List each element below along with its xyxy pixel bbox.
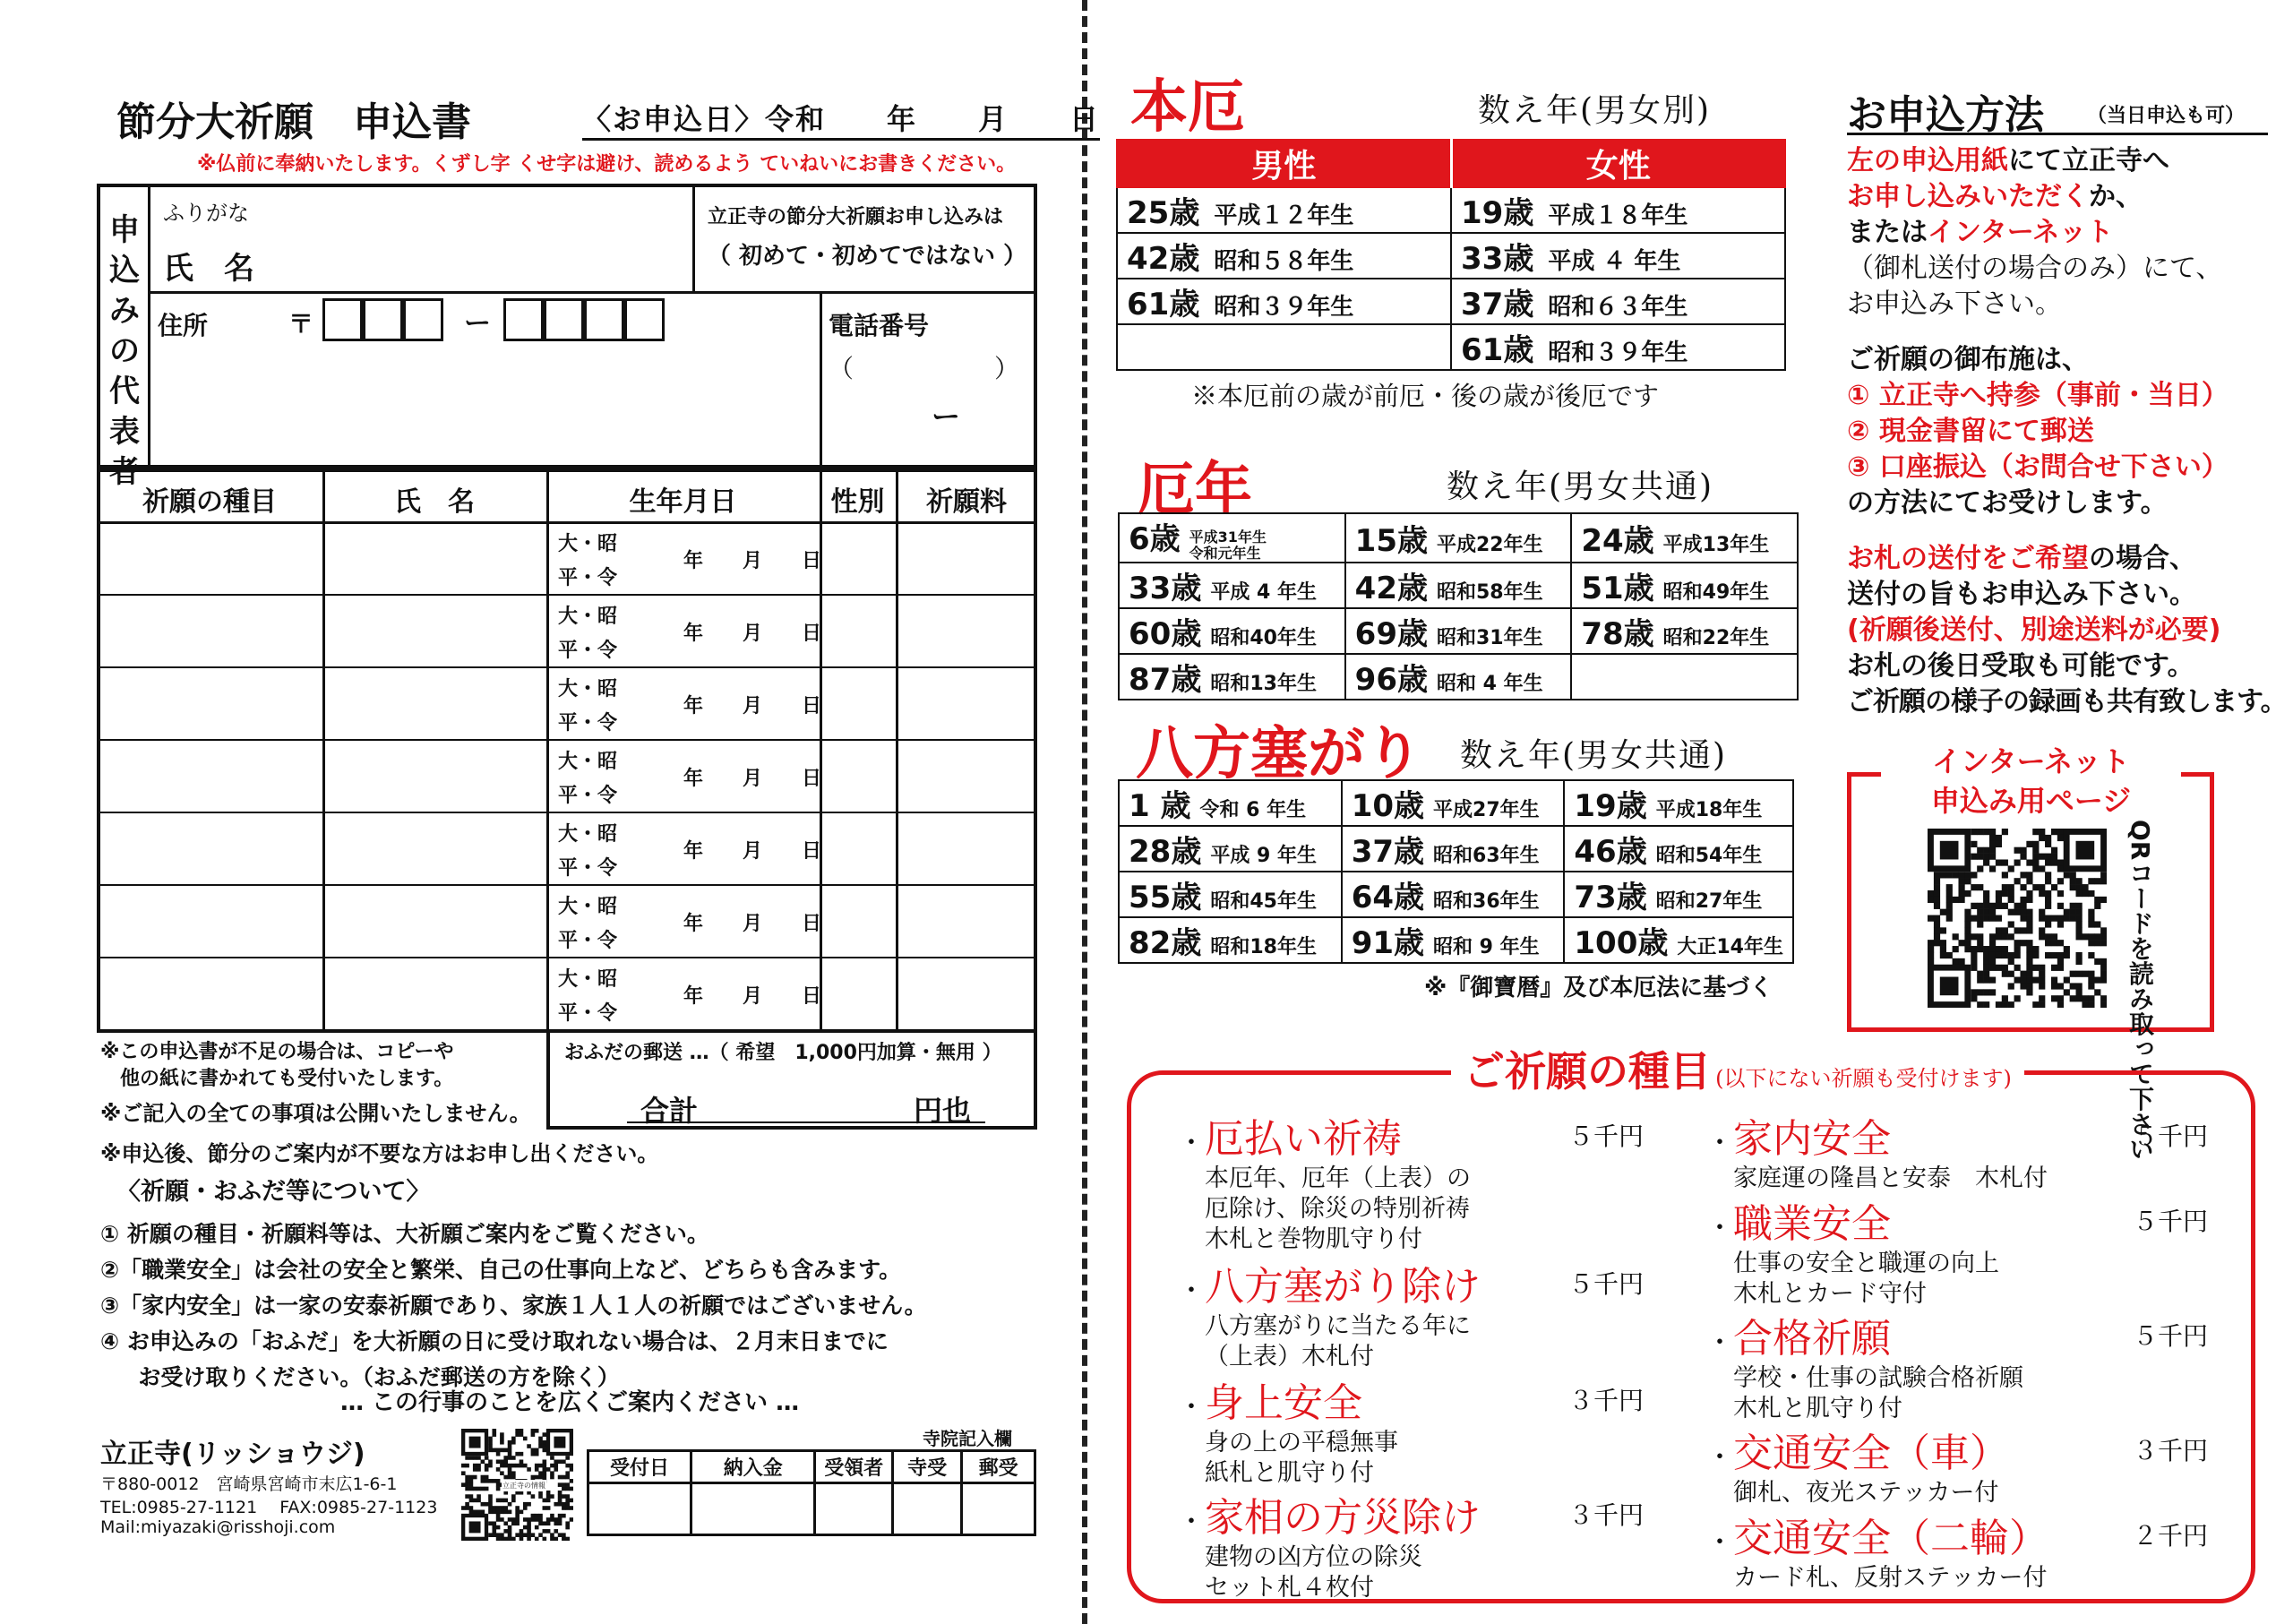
gender-field[interactable] (820, 884, 896, 957)
fee-field[interactable] (896, 957, 1037, 1029)
birth-year: 昭和 9 年生 (1433, 936, 1540, 958)
birth-era-bottom: 平・令 (558, 857, 618, 880)
applicant-name-field[interactable] (322, 521, 546, 594)
prayer-description: 厄除け、除災の特別祈祷 (1205, 1195, 1470, 1223)
birth-era-top: 大・昭 (558, 751, 618, 773)
birth-year: 昭和27年生 (1655, 890, 1763, 913)
header-birthdate: 生年月日 (629, 486, 737, 518)
temple-address: 〒880-0012 宮崎県宮崎市末広1-6-1 (100, 1474, 398, 1494)
address-label: 住所 (158, 311, 209, 340)
total-label: 合計 (640, 1094, 699, 1128)
total-unit: 円也 (914, 1094, 972, 1128)
prayer-type-field[interactable] (97, 884, 322, 957)
birth-era-top: 大・昭 (558, 968, 618, 991)
age-value: 42歳 (1127, 241, 1200, 277)
qr-caption: 立正寺の情報 (502, 1482, 545, 1490)
rep-name-field[interactable] (269, 224, 681, 278)
zip-digit-7[interactable] (624, 298, 665, 341)
prayer-description: 家庭運の隆昌と安泰 木札付 (1733, 1164, 2048, 1192)
age-value: 91歳 (1351, 925, 1425, 961)
ofuda-mail-option[interactable]: おふだの郵送 …（ 希望 1,000円加算・無用 ） (564, 1042, 1002, 1064)
fee-field[interactable] (896, 521, 1037, 594)
prayer-type-field[interactable] (97, 739, 322, 812)
about-item: ④ お申込みの「おふだ」を大祈願の日に受け取れない場合は、２月末日までに (100, 1328, 889, 1354)
birth-year: 昭和49年生 (1662, 580, 1770, 604)
prayer-item: ・厄払い祈祷 ５千円 本厄年、厄年（上表）の 厄除け、除災の特別祈祷 木札と巻物肌守り付 (1178, 1116, 1644, 1253)
form-title: 節分大祈願 申込書 (116, 99, 471, 145)
prayer-price: ５千円 (2132, 1321, 2208, 1351)
age-value: 1 歳 (1129, 788, 1191, 824)
prayer-price: ５千円 (1567, 1269, 1644, 1299)
prayer-name: 厄払い祈祷 (1205, 1116, 1402, 1162)
age-value: 15歳 (1354, 522, 1428, 559)
birth-year: 昭和36年生 (1433, 890, 1540, 913)
prayer-item: ・家内安全 ５千円 家庭運の隆昌と安泰 木札付 (1706, 1116, 2208, 1192)
prayer-price: ５千円 (2132, 1207, 2208, 1236)
prayer-type-field[interactable] (97, 594, 322, 666)
prayer-name: 交通安全（二輪） (1733, 1516, 2048, 1561)
birth-ymd[interactable]: 年 月 日 (683, 985, 822, 1008)
privacy-note: ※ご記入の全ての事項は公開いたしません。 (100, 1101, 531, 1126)
applicant-name-field[interactable] (322, 594, 546, 666)
prayer-types-title: ご祈願の種目 (1464, 1047, 1711, 1096)
zip-mark: 〒 (288, 309, 314, 339)
birth-year: 平成22年生 (1436, 533, 1543, 556)
happo-note: ※『御寶暦』及び本厄法に基づく (1424, 975, 1773, 1001)
prayer-name: 家内安全 (1733, 1116, 1891, 1162)
temple-name: 立正寺(リッショウジ) (100, 1439, 365, 1470)
age-value: 61歳 (1461, 332, 1534, 368)
honyaku-row (1117, 324, 1785, 370)
honyaku-note: ※本厄前の歳が前厄・後の歳が後厄です (1191, 381, 1660, 411)
birth-year: 平成 4 年生 (1210, 580, 1317, 604)
phone-paren-open: （ (829, 354, 855, 383)
applicant-row (97, 812, 1037, 884)
birth-year: 大正14年生 (1677, 936, 1783, 958)
birth-era-top: 大・昭 (558, 678, 618, 700)
prayer-type-field[interactable] (97, 812, 322, 884)
prayer-item: ・職業安全 ５千円 仕事の安全と職運の向上 木札とカード守付 (1706, 1201, 2208, 1308)
applicant-name-field[interactable] (322, 666, 546, 739)
fold-divider (1082, 0, 1087, 1624)
prayer-price: ３千円 (1567, 1386, 1644, 1415)
gender-field[interactable] (820, 666, 896, 739)
age-value: 82歳 (1129, 925, 1202, 961)
age-value: 78歳 (1581, 615, 1654, 652)
yakudoshi-row (1119, 654, 1798, 700)
prayer-name: 家相の方災除け (1205, 1495, 1481, 1541)
applicant-row (97, 594, 1037, 666)
applicant-name-field[interactable] (322, 812, 546, 884)
internet-apply-qr-code[interactable] (1928, 829, 2107, 1008)
birth-year: 昭和54年生 (1655, 845, 1763, 867)
age-value: 69歳 (1354, 615, 1428, 652)
zip-digit-2[interactable] (363, 298, 403, 341)
age-value: 10歳 (1351, 788, 1425, 824)
happo-row (1119, 826, 1793, 872)
gender-field[interactable] (820, 521, 896, 594)
yakudoshi-row (1119, 563, 1798, 608)
age-value: 19歳 (1461, 195, 1534, 231)
prayer-description: 本厄年、厄年（上表）の (1205, 1164, 1471, 1192)
prayer-type-field[interactable] (97, 521, 322, 594)
record-header: 受付日 (588, 1451, 691, 1483)
birth-era-bottom: 平・令 (558, 640, 618, 662)
apply-title: お申込方法 (1847, 92, 2044, 138)
prayer-description: （上表）木札付 (1205, 1343, 1374, 1371)
header-name: 氏 名 (394, 486, 475, 518)
yakudoshi-table (1118, 512, 1799, 700)
age-value: 24歳 (1581, 522, 1654, 559)
temple-tel-fax: TEL:0985-27-1121 FAX:0985-27-1123 (100, 1498, 438, 1517)
record-header: 寺受 (893, 1451, 962, 1483)
happo-row (1119, 780, 1793, 826)
payment-method: ③ 口座振込（お問合せ下さい） (1847, 451, 2229, 483)
birth-year: 昭和13年生 (1210, 672, 1317, 695)
optout-note: ※申込後、節分のご案内が不要な方はお申し出ください。 (100, 1141, 659, 1166)
header-prayer-type: 祈願の種目 (142, 486, 277, 518)
prayer-description: 木札と肌守り付 (1733, 1395, 1902, 1422)
fee-field[interactable] (896, 594, 1037, 666)
furigana-label: ふりがな (163, 201, 249, 226)
prayer-description: 仕事の安全と職運の向上 (1733, 1250, 1999, 1277)
birth-year: 平成 9 年生 (1210, 845, 1317, 867)
prayer-price: ３千円 (2132, 1436, 2208, 1465)
age-value: 46歳 (1574, 834, 1647, 870)
applicant-name-field[interactable] (322, 957, 546, 1029)
birth-year: 平成１２年生 (1214, 202, 1354, 229)
honyaku-title: 本厄 (1130, 73, 1245, 141)
birth-ymd[interactable]: 年 月 日 (683, 550, 822, 572)
total-field[interactable] (708, 1082, 905, 1120)
apply-description: 左の申込用紙にて立正寺へ お申し込みいただくか、 またはインターネット （御札送付の場合のみ）にて、 お申込み下さい。 ご祈願の御布施は、 ① 立正寺へ持参（事前・当日） ② 現金書留にて郵送 ③ 口座振込（お問合せ下さい） の方法にてお受けします。 お札の送付をご希望の場合、 送付の旨もお申込み下さい。 (祈願後送付、別途送料が必要) お札の後日受取も可能です。 ご祈願の様子の録画も共有致します。 (1847, 145, 2287, 717)
phone-label: 電話番号 (829, 311, 930, 340)
gender-field[interactable] (820, 957, 896, 1029)
zip-digit-4[interactable] (503, 298, 544, 341)
zip-digit-1[interactable] (322, 298, 363, 341)
birth-year: 昭和40年生 (1210, 626, 1317, 649)
prayer-description: カード札、反射ステッカー付 (1733, 1564, 2048, 1592)
application-date: 〈お申込日〉令和 年 月 日 (582, 97, 1100, 138)
honyaku-row (1117, 233, 1785, 279)
gender-field[interactable] (820, 739, 896, 812)
prayer-description: 学校・仕事の試験合格祈願 (1733, 1364, 2023, 1392)
happo-row (1119, 872, 1793, 917)
prayer-description: セット札４枚付 (1205, 1574, 1374, 1602)
prayer-name: 八方塞がり除け (1205, 1264, 1481, 1310)
prayer-name: 合格祈願 (1733, 1316, 1891, 1362)
prayer-description: 紙札と肌守り付 (1205, 1459, 1374, 1487)
happo-title: 八方塞がり (1136, 720, 1422, 787)
gender-field[interactable] (820, 812, 896, 884)
prayer-item: ・身上安全 ３千円 身の上の平穏無事 紙札と肌守り付 (1178, 1380, 1644, 1487)
age-value: 60歳 (1129, 615, 1202, 652)
age-value: 28歳 (1129, 834, 1202, 870)
birth-year: 令和 6 年生 (1199, 799, 1307, 821)
about-item: お受け取りください。（おふだ郵送の方を除く） (100, 1364, 620, 1390)
birth-ymd[interactable]: 年 月 日 (683, 768, 822, 790)
writing-note: ※仏前に奉納いたします。くずし字 くせ字は避け、読めるよう ていねいにお書きください。 (197, 153, 1017, 176)
first-time-question: 立正寺の節分大祈願お申し込みは (708, 206, 1004, 228)
birth-year: 昭和 4 年生 (1436, 672, 1543, 695)
about-title: 〈祈願・おふだ等について〉 (116, 1178, 431, 1206)
fee-field[interactable] (896, 666, 1037, 739)
birth-year: 平成18年生 (1655, 799, 1763, 821)
birth-era-bottom: 平・令 (558, 567, 618, 589)
age-value: 33歳 (1129, 570, 1202, 606)
prayer-description: 御札、夜光ステッカー付 (1733, 1479, 1999, 1507)
phone-field[interactable] (860, 345, 985, 443)
internet-apply-title: インターネット 申込み用ページ (1881, 742, 2181, 821)
prayer-description: 身の上の平穏無事 (1205, 1429, 1398, 1456)
header-fee: 祈願料 (926, 486, 1007, 518)
happo-table (1118, 779, 1794, 964)
record-header: 受領者 (815, 1451, 893, 1483)
age-value: 96歳 (1354, 661, 1428, 698)
address-field[interactable] (161, 358, 806, 457)
honyaku-row (1117, 279, 1785, 324)
prayer-types-heading (1451, 1039, 2024, 1098)
shortage-note: ※この申込書が不足の場合は、コピーや 他の紙に書かれても受付いたします。 (100, 1041, 454, 1090)
applicant-row (97, 521, 1037, 594)
age-value: 6歳 (1129, 521, 1181, 557)
fee-field[interactable] (896, 812, 1037, 884)
prayer-price: ３千円 (1567, 1500, 1644, 1530)
applicant-name-field[interactable] (322, 884, 546, 957)
prayer-price: ５千円 (2132, 1121, 2208, 1151)
birth-year: 昭和６３年生 (1548, 294, 1688, 321)
prayer-description: 八方塞がりに当たる年に (1205, 1312, 1471, 1340)
age-value: 64歳 (1351, 880, 1425, 915)
prayer-price: ５千円 (1567, 1121, 1644, 1151)
birth-year: 平成13年生 (1662, 533, 1770, 556)
about-list (100, 1216, 927, 1396)
record-title: 寺院記入欄 (923, 1428, 1012, 1449)
age-value: 33歳 (1461, 241, 1534, 277)
qr-instruction: QRコードを読み取って下さい (2126, 820, 2155, 1162)
male-header: 男性 (1117, 140, 1451, 187)
age-value: 25歳 (1127, 195, 1200, 231)
happo-subtitle: 数え年(男女共通) (1460, 737, 1728, 774)
prayer-item: ・家相の方災除け ３千円 建物の凶方位の除災 セット札４枚付 (1178, 1495, 1644, 1602)
birth-year: 昭和18年生 (1210, 936, 1317, 958)
prayer-type-field[interactable] (97, 957, 322, 1029)
about-item: ③「家内安全」は一家の安泰祈願であり、家族１人１人の祈願ではございません。 (100, 1293, 927, 1319)
name-label: 氏 名 (163, 251, 254, 287)
header-gender: 性別 (830, 486, 885, 518)
age-value: 87歳 (1129, 661, 1202, 698)
honyaku-row (1117, 187, 1785, 233)
birth-era-top: 大・昭 (558, 533, 618, 555)
prayer-item: ・交通安全（車） ３千円 御札、夜光ステッカー付 (1706, 1431, 2208, 1507)
spread-word: … この行事のことを広くご案内ください … (340, 1389, 800, 1416)
birth-era-bottom: 平・令 (558, 785, 618, 807)
gender-field[interactable] (820, 594, 896, 666)
birth-era-bottom: 平・令 (558, 930, 618, 952)
prayer-types-subtitle: (以下にない祈願も受付けます) (1715, 1066, 2012, 1091)
phone-paren-close: ） (994, 354, 1020, 383)
about-item: ②「職業安全」は会社の安全と繁栄、自己の仕事向上など、どちらも含みます。 (100, 1257, 902, 1283)
temple-mail[interactable]: Mail:miyazaki@risshoji.com (100, 1517, 336, 1537)
age-value: 37歳 (1351, 834, 1425, 870)
age-value: 19歳 (1574, 788, 1647, 824)
birth-era-top: 大・昭 (558, 606, 618, 628)
fee-field[interactable] (896, 739, 1037, 812)
applicant-row (97, 884, 1037, 957)
payment-method: ② 現金書留にて郵送 (1847, 416, 2094, 447)
zip-digit-6[interactable] (584, 298, 624, 341)
prayer-description: 木札と巻物肌守り付 (1205, 1225, 1422, 1253)
temple-record-table (587, 1449, 1036, 1536)
birth-year: 平成31年生 令和元年生 (1189, 528, 1267, 562)
birth-year: 昭和５８年生 (1214, 248, 1354, 275)
applicant-name-field[interactable] (322, 739, 546, 812)
about-item: ① 祈願の種目・祈願料等は、大祈願ご案内をご覧ください。 (100, 1221, 709, 1247)
yakudoshi-row (1119, 513, 1798, 563)
birth-year: 昭和３９年生 (1548, 339, 1688, 366)
birth-era-bottom: 平・令 (558, 712, 618, 735)
birth-year: 平成１８年生 (1548, 202, 1688, 229)
age-value: 42歳 (1354, 570, 1428, 606)
prayer-description: 建物の凶方位の除災 (1205, 1543, 1422, 1571)
yakudoshi-row (1119, 608, 1798, 654)
birth-year: 昭和45年生 (1210, 890, 1317, 913)
fee-field[interactable] (896, 884, 1037, 957)
zip-digit-5[interactable] (544, 298, 584, 341)
yakudoshi-subtitle: 数え年(男女共通) (1447, 468, 1714, 505)
prayer-description: 木札とカード守付 (1733, 1280, 1927, 1308)
prayer-type-field[interactable] (97, 666, 322, 739)
birth-era-bottom: 平・令 (558, 1002, 618, 1025)
applicant-row (97, 666, 1037, 739)
birth-year: 昭和22年生 (1662, 626, 1770, 649)
prayer-name: 交通安全（車） (1733, 1431, 2009, 1476)
phone-dash: ー (932, 400, 961, 434)
zip-digit-3[interactable] (403, 298, 443, 341)
zip-dash: ー (464, 308, 491, 339)
record-header: 納入金 (691, 1451, 815, 1483)
payment-method: ① 立正寺へ持参（事前・当日） (1847, 380, 2229, 411)
birth-ymd[interactable]: 年 月 日 (683, 695, 822, 717)
prayer-price: ２千円 (2132, 1521, 2208, 1551)
apply-title-sub: （当日申込も可） (2087, 105, 2246, 127)
birth-year: 平成 ４ 年生 (1548, 248, 1681, 275)
birth-year: 昭和63年生 (1433, 845, 1540, 867)
prayer-item: ・合格祈願 ５千円 学校・仕事の試験合格祈願 木札と肌守り付 (1706, 1316, 2208, 1422)
birth-year: 昭和31年生 (1436, 626, 1543, 649)
happo-row (1119, 917, 1793, 963)
honyaku-table (1116, 139, 1786, 371)
age-value: 100歳 (1574, 925, 1669, 961)
age-value: 37歳 (1461, 287, 1534, 322)
applicant-row (97, 957, 1037, 1029)
birth-ymd[interactable]: 年 月 日 (683, 913, 822, 935)
birth-era-top: 大・昭 (558, 896, 618, 918)
representative-label: 申込みの代表者 (109, 212, 140, 490)
prayer-item: ・八方塞がり除け ５千円 八方塞がりに当たる年に （上表）木札付 (1178, 1264, 1644, 1371)
applicant-row (97, 739, 1037, 812)
age-value: 61歳 (1127, 287, 1200, 322)
birth-ymd[interactable]: 年 月 日 (683, 840, 822, 863)
age-value: 51歳 (1581, 570, 1654, 606)
birth-era-top: 大・昭 (558, 823, 618, 846)
record-header: 郵受 (962, 1451, 1035, 1483)
birth-year: 平成27年生 (1433, 799, 1540, 821)
first-time-options[interactable]: （ 初めて・初めてではない ） (708, 243, 1027, 270)
birth-year: 昭和58年生 (1436, 580, 1543, 604)
prayer-item: ・交通安全（二輪） ２千円 カード札、反射ステッカー付 (1706, 1516, 2208, 1592)
birth-year: 昭和３９年生 (1214, 294, 1354, 321)
female-header: 女性 (1451, 140, 1785, 187)
age-value: 55歳 (1129, 880, 1202, 915)
prayer-name: 身上安全 (1205, 1380, 1362, 1426)
yakudoshi-title: 厄年 (1138, 456, 1252, 523)
age-value: 73歳 (1574, 880, 1647, 915)
honyaku-subtitle: 数え年(男女別) (1478, 92, 1712, 129)
prayer-name: 職業安全 (1733, 1201, 1891, 1247)
birth-ymd[interactable]: 年 月 日 (683, 623, 822, 645)
